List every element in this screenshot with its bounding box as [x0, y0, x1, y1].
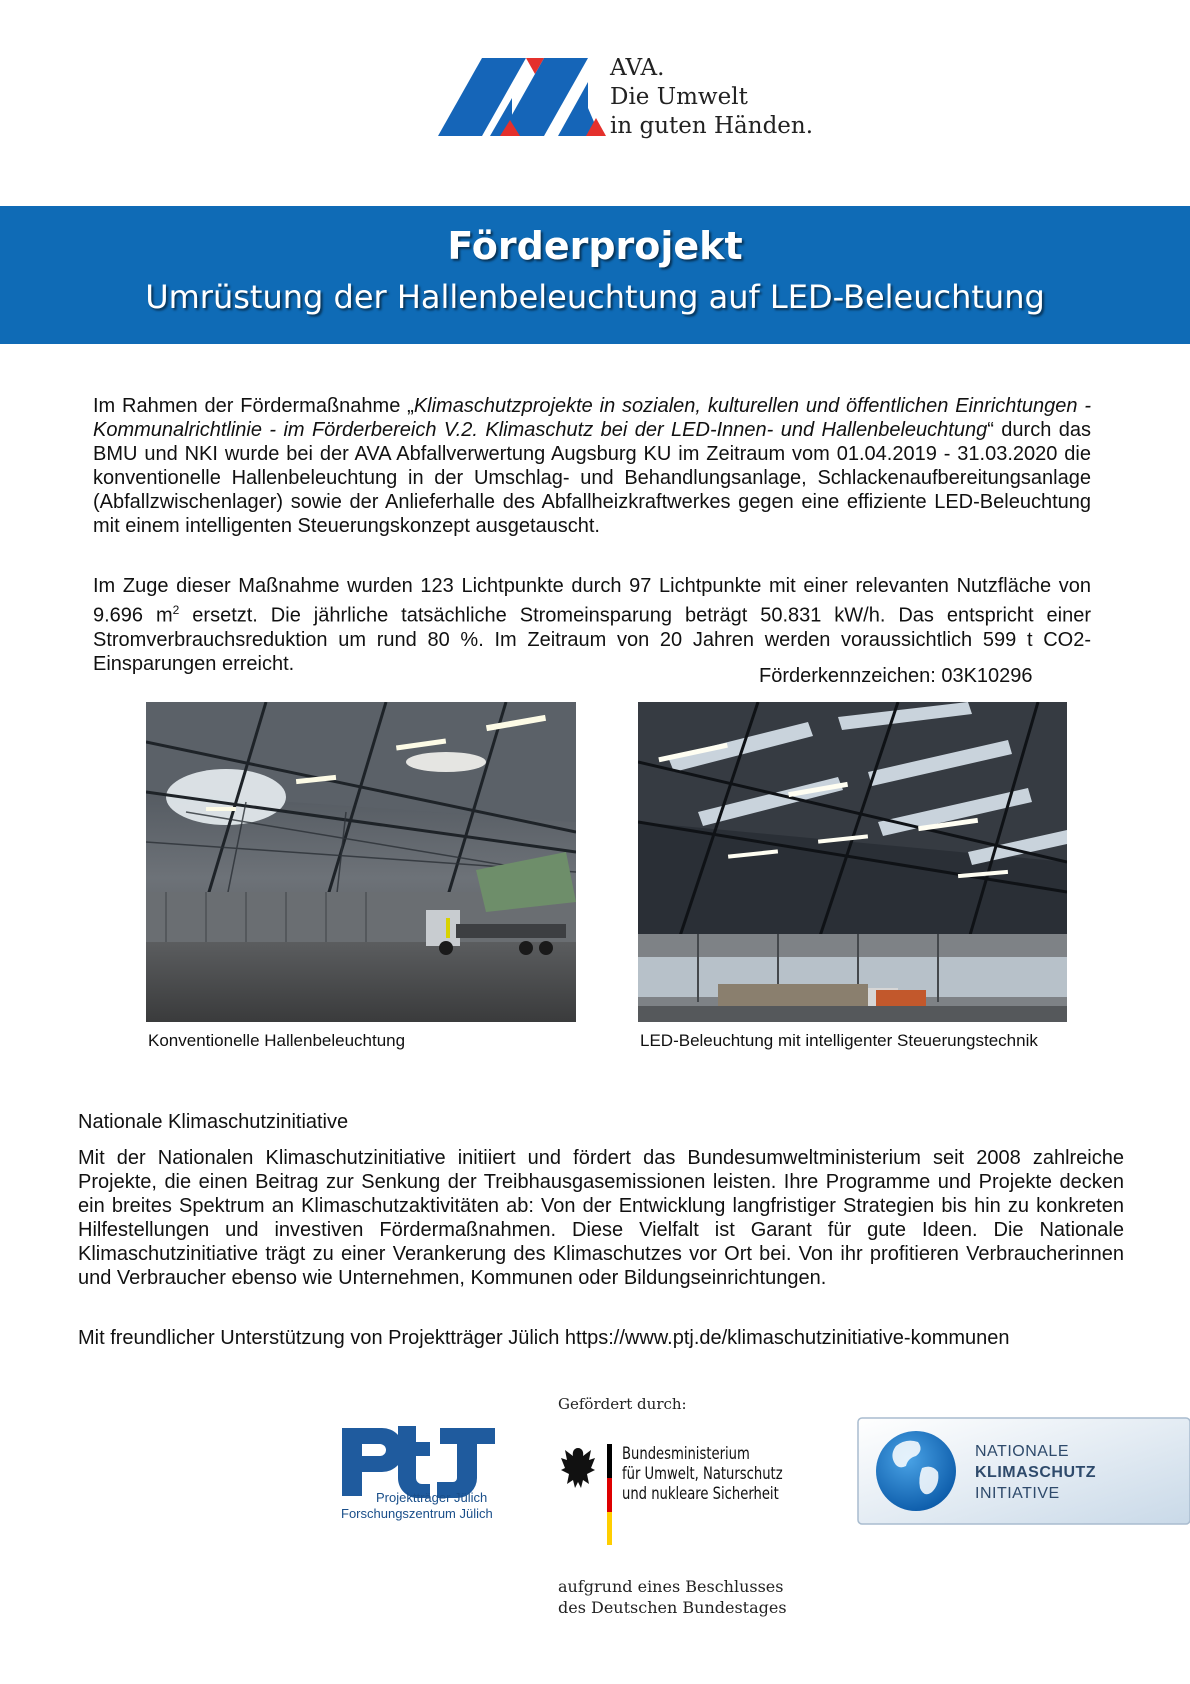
slogan-line-2: Die Umwelt [610, 84, 748, 110]
photo-led-hall [638, 702, 1067, 1022]
ptj-name: Projektträger Jülich [376, 1490, 488, 1505]
funded-by-label: Gefördert durch: [558, 1395, 687, 1413]
german-flag-bar [607, 1444, 612, 1545]
bmu-name [622, 1444, 783, 1504]
support-line: Mit freundlicher Unterstützung von Projektträger Jülich https://www.ptj.de/klimaschutzinitiative-kommunen [78, 1327, 1010, 1349]
nki-logo-line-3: INITIATIVE [975, 1485, 1060, 1502]
nki-paragraph: Mit der Nationalen Klimaschutzinitiative initiiert und fördert das Bundesumweltministerium seit 2008 zahlreiche Projekte, die einen Beitrag zur Senkung der Treibhausgasemissionen leisten. Ihre Programme und Projekte decken ein breites Spektrum an Klimaschutzaktivitäten ab: Von der Entwicklung langfristiger Strategien bis hin zu konkreten Hilfestellungen und investiven Fördermaßnahmen. Diese Vielfalt ist Garant für gute Ideen. Die Nationale Klimaschutzinitiative trägt zu einer Verankerung des Klimaschutzes vor Ort bei. Von ihr profitieren Verbraucherinnen und Verbraucher ebenso wie Unternehmen, Kommunen oder Bildungseinrichtungen. [78, 1147, 1124, 1289]
square-superscript: 2 [172, 603, 180, 617]
hall-photo-led [638, 702, 1067, 1022]
measure-paragraph [93, 574, 1091, 676]
resolution-line-2: des Deutschen Bundestages [558, 1598, 787, 1617]
bmu-line-2: für Umwelt, Naturschutz [622, 1464, 783, 1484]
hall-photo-conventional [146, 702, 576, 1022]
photo-conventional-hall [146, 702, 576, 1022]
intro-prefix: Im Rahmen der Fördermaßnahme „ [93, 395, 414, 417]
slogan-line-3: in guten Händen. [610, 113, 814, 139]
nki-logo-line-1: NATIONALE [975, 1443, 1069, 1460]
intro-suffix: “ durch das BMU und NKI wurde bei der AVA Abfallverwertung Augsburg KU im Zeitraum vom 01.04.2019 - 31.03.2020 die konventionelle Hallenbeleuchtung in der Umschlag- und Behandlungsanlage, Schlackenaufbereitungsanlage (Abfallzwischenlager) sowie der Anlieferhalle des Abfallheizkraftwerkes gegen eine effiziente LED-Beleuchtung mit einem intelligenten Steuerungskonzept ausgetauscht. [93, 419, 1091, 537]
bmu-line-1: Bundesministerium [622, 1444, 750, 1464]
ptj-center: Forschungszentrum Jülich [341, 1506, 493, 1521]
title-banner [0, 206, 1190, 344]
measure-part-2: ersetzt. Die jährliche tatsächliche Stromeinsparung beträgt 50.831 kW/h. Das entspricht einer Stromverbrauchsreduktion um rund 80 %. Im Zeitraum von 20 Jahren werden voraussichtlich 599 t CO2-Einsparungen erreicht. [93, 604, 1091, 675]
resolution-line-1: aufgrund eines Beschlusses [558, 1577, 784, 1596]
funding-reference: Förderkennzeichen: 03K10296 [759, 665, 1033, 687]
bundestag-resolution [558, 1576, 787, 1618]
banner-subtitle: Umrüstung der Hallenbeleuchtung auf LED-Beleuchtung [145, 278, 1045, 316]
caption-led: LED-Beleuchtung mit intelligenter Steuerungstechnik [640, 1031, 1038, 1050]
slogan-line-1: AVA. [610, 55, 665, 81]
intro-program-name: Klimaschutzprojekte in sozialen, kulturellen und öffentlichen Einrichtungen - Kommunalrichtlinie - im Förderbereich V.2. Klimaschutz bei der LED-Innen- und Hallenbeleuchtung [93, 395, 1092, 441]
banner-title: Förderprojekt [447, 224, 743, 268]
nki-logo-line-2: KLIMASCHUTZ [975, 1464, 1097, 1481]
ava-slogan [610, 54, 813, 141]
intro-paragraph [93, 394, 1091, 538]
nki-heading: Nationale Klimaschutzinitiative [78, 1111, 349, 1133]
measure-part-1: Im Zuge dieser Maßnahme wurden 123 Lichtpunkte durch 97 Lichtpunkte mit einer relevanten Nutzfläche von 9.696 m [93, 575, 1091, 627]
bmu-line-3: und nukleare Sicherheit [622, 1484, 779, 1504]
federal-eagle-icon [558, 1446, 598, 1490]
caption-conventional: Konventionelle Hallenbeleuchtung [148, 1031, 406, 1050]
